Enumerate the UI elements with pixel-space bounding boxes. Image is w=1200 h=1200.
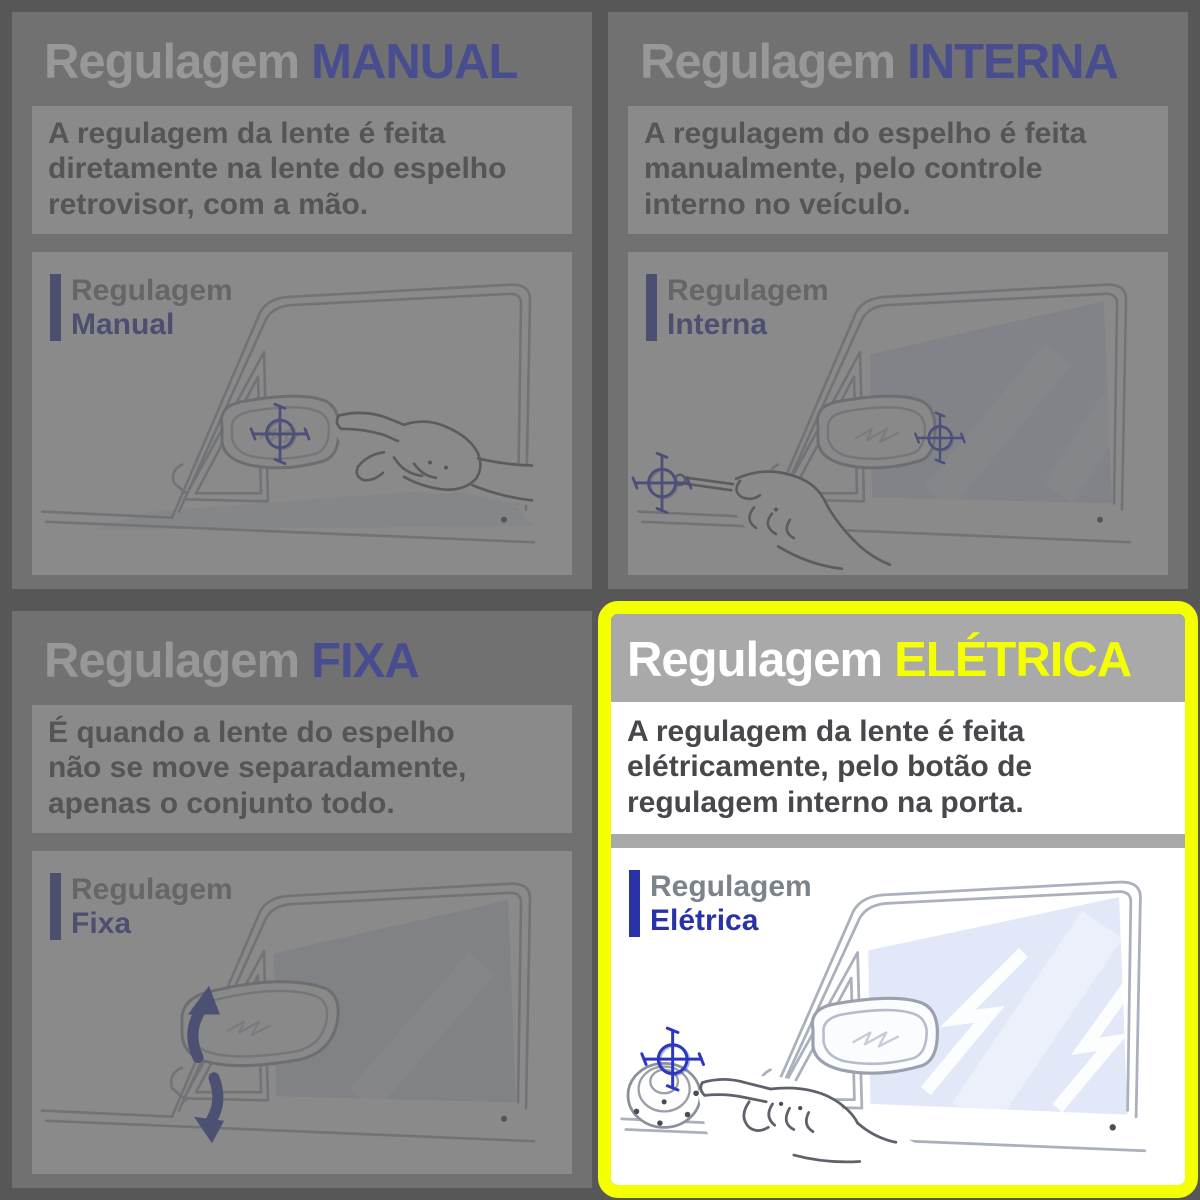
illustration-label-prefix: Regulagem [71,873,233,907]
title-type: INTERNA [907,35,1118,89]
panel-title [611,614,1185,702]
panel-body [611,614,1185,1185]
title-prefix: Regulagem [640,35,896,89]
adjustment-knob-icon [628,1063,700,1127]
panel-body [12,12,592,589]
panel-title [12,611,592,705]
illustration-label-prefix: Regulagem [667,274,829,308]
title-type: ELÉTRICA [894,633,1132,687]
panel-illustration [32,252,572,575]
hand-icon [333,409,534,505]
description-line: regulagem interno na porta. [627,785,1024,819]
panel-illustration [628,252,1168,575]
panel-regulagem-fixa [12,611,592,1188]
panel-title [12,12,592,106]
illustration-label [629,870,812,937]
panel-body [608,12,1188,589]
description-line: A regulagem do espelho é feita [644,116,1087,150]
panel-illustration [32,851,572,1174]
illustration-label-type: Manual [71,307,175,341]
panel-regulagem-interna [608,12,1188,589]
title-prefix: Regulagem [44,35,300,89]
illustration-label [646,274,829,341]
description-line: A regulagem da lente é feita [627,714,1025,748]
title-type: FIXA [311,634,419,688]
panel-regulagem-manual [12,12,592,589]
panel-description [628,106,1168,234]
description-line: elétricamente, pelo botão de [627,750,1033,784]
description-line: interno no veículo. [644,187,911,221]
panel-illustration [611,848,1185,1185]
title-type: MANUAL [311,35,518,89]
illustration-label-type: Elétrica [650,903,759,937]
panel-description [32,705,572,833]
panel-description [32,106,572,234]
description-line: A regulagem da lente é feita [48,116,446,150]
panel-body [12,611,592,1188]
panel-description [611,702,1185,834]
illustration-label [50,873,233,940]
description-line: retrovisor, com a mão. [48,187,369,221]
illustration-label-prefix: Regulagem [650,870,812,904]
crosshair-icon [633,453,691,512]
panel-regulagem-eletrica [598,601,1198,1198]
illustration-label [50,274,233,341]
description-line: manualmente, pelo controle [644,152,1043,186]
illustration-label-prefix: Regulagem [71,274,233,308]
panel-title [608,12,1188,106]
title-prefix: Regulagem [627,633,883,687]
description-line: não se move separadamente, [48,751,467,785]
title-prefix: Regulagem [44,634,300,688]
description-line: apenas o conjunto todo. [48,786,395,820]
illustration-label-type: Interna [667,307,768,341]
illustration-label-type: Fixa [71,906,132,940]
description-line: É quando a lente do espelho [48,715,455,749]
description-line: diretamente na lente do espelho [48,152,507,186]
